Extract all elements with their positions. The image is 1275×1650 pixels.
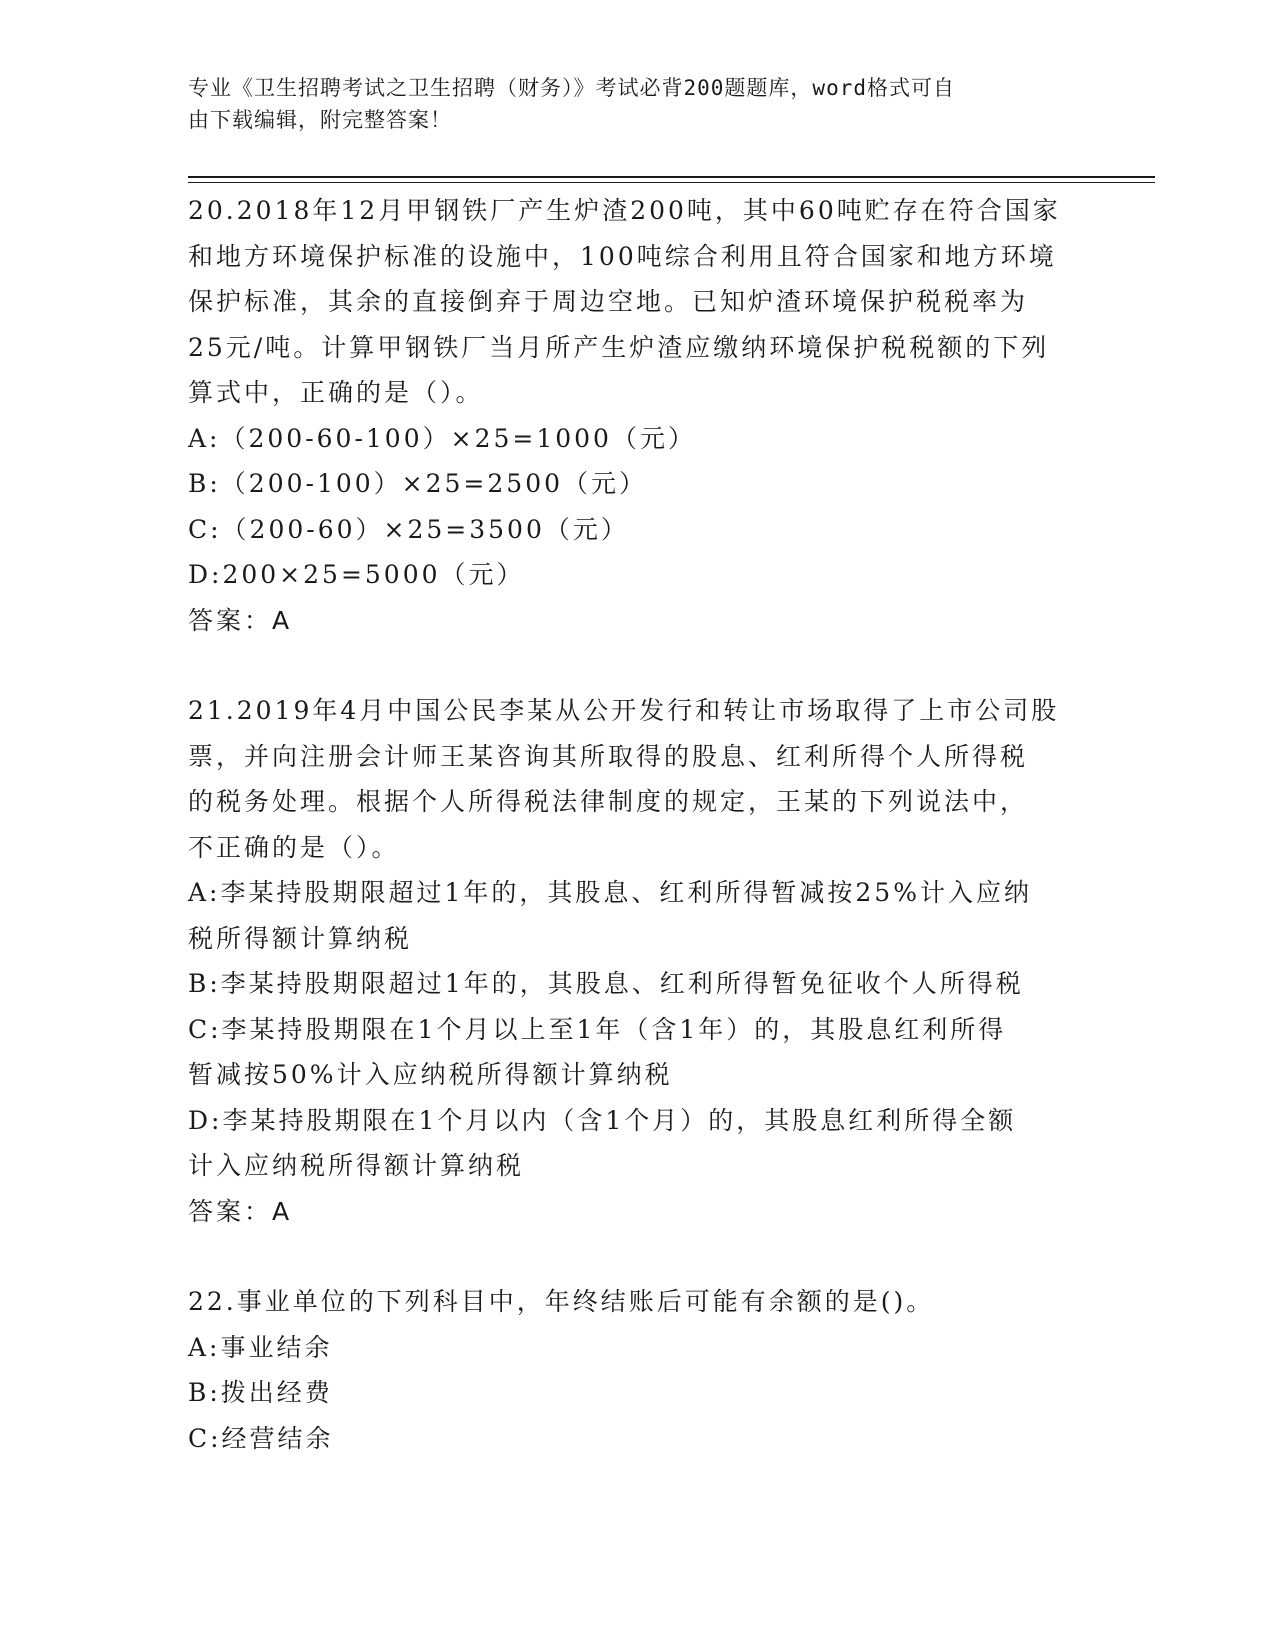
question-stem-line: 票，并向注册会计师王某咨询其所取得的股息、红利所得个人所得税 — [188, 741, 1029, 771]
document-header — [188, 72, 1068, 136]
question-stem-line: 和地方环境保护标准的设施中，100吨综合利用且符合国家和地方环境 — [188, 241, 1057, 271]
question-stem-line: 21.2019年4月中国公民李某从公开发行和转让市场取得了上市公司股 — [188, 696, 1060, 725]
question-22 — [188, 1279, 1088, 1461]
question-stem-line: 算式中，正确的是（）。 — [188, 378, 484, 407]
option-a: A:事业结余 — [188, 1332, 333, 1362]
question-stem-line: 25元/吨。计算甲钢铁厂当月所产生炉渣应缴纳环境保护税税额的下列 — [188, 332, 1050, 362]
question-stem-line: 20.2018年12月甲钢铁厂产生炉渣200吨，其中60吨贮存在符合国家 — [188, 196, 1061, 225]
option-a-continued: 税所得额计算纳税 — [188, 923, 413, 953]
option-a: A:李某持股期限超过1年的，其股息、红利所得暂减按25%计入应纳 — [188, 878, 1032, 907]
answer-label: 答案：A — [188, 605, 293, 635]
question-list — [188, 188, 1088, 1461]
question-stem-line: 不正确的是（）。 — [188, 832, 400, 862]
option-d-continued: 计入应纳税所得额计算纳税 — [188, 1151, 525, 1180]
header-line-2: 由下载编辑，附完整答案！ — [188, 108, 452, 132]
question-21 — [188, 688, 1088, 1234]
header-line-1: 专业《卫生招聘考试之卫生招聘（财务）》考试必背200题题库，word格式可自 — [188, 76, 955, 100]
header-divider-thin — [188, 182, 1155, 183]
question-stem-line: 的税务处理。根据个人所得税法律制度的规定，王某的下列说法中， — [188, 787, 1029, 816]
answer-label: 答案：A — [188, 1196, 293, 1226]
question-stem-line: 保护标准，其余的直接倒弃于周边空地。已知炉渣环境保护税税率为 — [188, 287, 1029, 316]
option-c: C:经营结余 — [188, 1423, 334, 1453]
option-c-continued: 暂减按50%计入应纳税所得额计算纳税 — [188, 1060, 673, 1089]
option-b: B:李某持股期限超过1年的，其股息、红利所得暂免征收个人所得税 — [188, 969, 1024, 998]
question-stem-line: 22.事业单位的下列科目中，年终结账后可能有余额的是()。 — [188, 1287, 935, 1316]
option-c: C:（200-60）×25=3500（元） — [188, 514, 629, 544]
question-20 — [188, 188, 1088, 643]
option-c: C:李某持股期限在1个月以上至1年（含1年）的，其股息红利所得 — [188, 1014, 1007, 1044]
option-d: D:李某持股期限在1个月以内（含1个月）的，其股息红利所得全额 — [188, 1105, 1017, 1135]
header-divider-thick — [188, 176, 1155, 178]
option-a: A:（200-60-100）×25=1000（元） — [188, 423, 696, 453]
option-b: B:拨出经费 — [188, 1378, 333, 1407]
option-d: D:200×25=5000（元） — [188, 560, 525, 589]
option-b: B:（200-100）×25=2500（元） — [188, 469, 648, 498]
